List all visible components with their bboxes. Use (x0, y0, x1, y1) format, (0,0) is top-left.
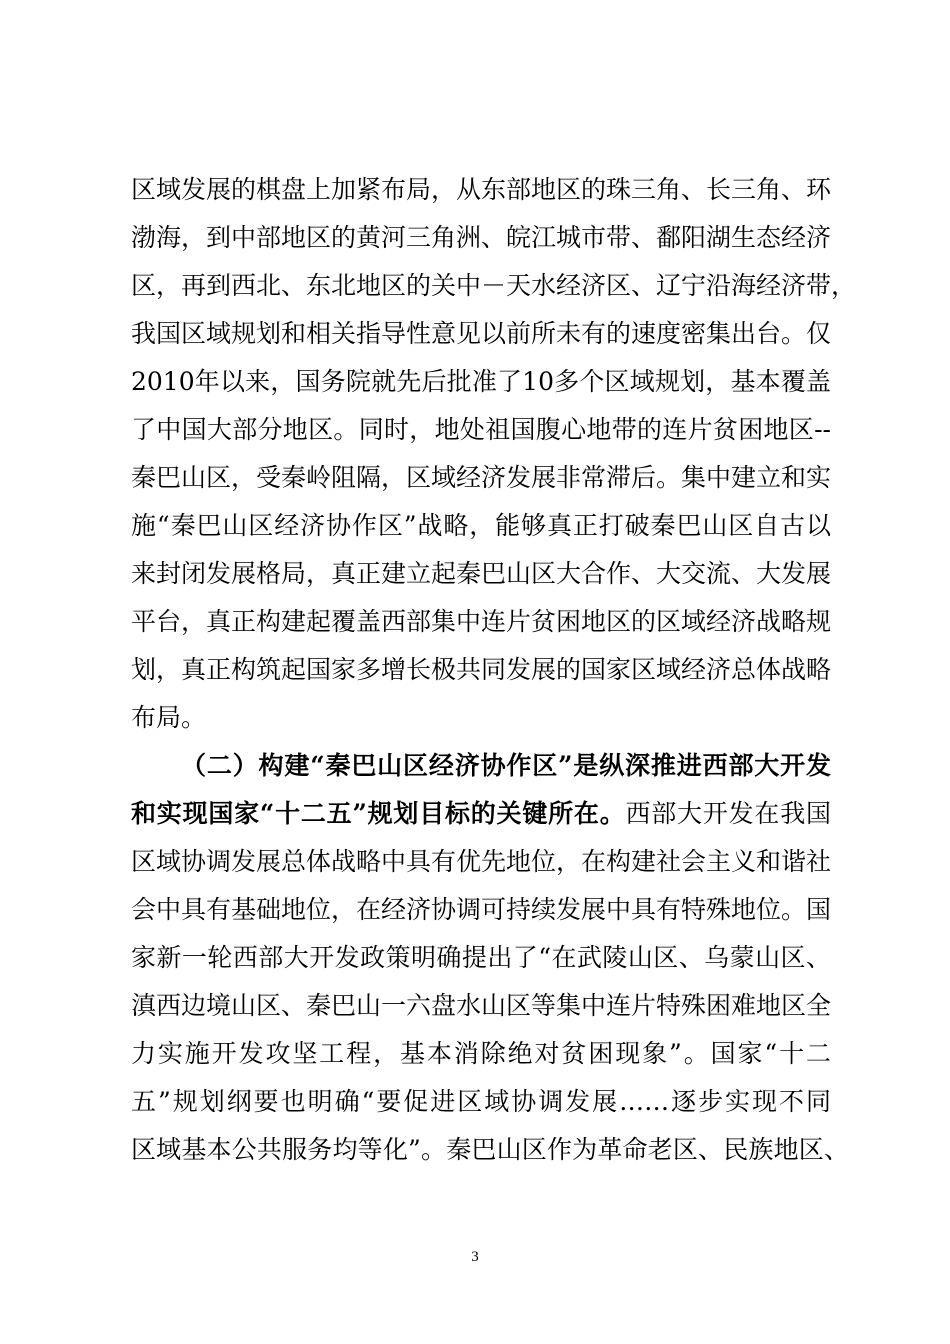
body-text-line: 2010年以来，国务院就先后批准了10多个区域规划，基本覆盖 (131, 367, 831, 396)
body-text-line: 划，真正构筑起国家多增长极共同发展的国家区域经济总体战略 (131, 655, 832, 684)
body-text-line: 区，再到西北、东北地区的关中－天水经济区、辽宁沿海经济带， (131, 271, 857, 300)
section-heading-tail: 和实现国家“十二五”规划目标的关键所在。 (131, 799, 626, 828)
body-text-line: 家新一轮西部大开发政策明确提出了“在武陵山区、乌蒙山区、 (131, 943, 831, 972)
body-text-line: 施“秦巴山区经济协作区”战略，能够真正打破秦巴山区自古以 (131, 511, 831, 540)
body-text-line: 力实施开发攻坚工程，基本消除绝对贫困现象”。国家“十二 (131, 1039, 831, 1068)
body-text-line: 渤海，到中部地区的黄河三角洲、皖江城市带、鄱阳湖生态经济 (131, 223, 832, 252)
body-text-line: 秦巴山区，受秦岭阻隔，区域经济发展非常滞后。集中建立和实 (131, 463, 832, 492)
body-text-line: 区域基本公共服务均等化”。秦巴山区作为革命老区、民族地区、 (131, 1135, 849, 1164)
body-text-line: 区域发展的棋盘上加紧布局，从东部地区的珠三角、长三角、环 (131, 175, 832, 204)
body-text-line: 滇西边境山区、秦巴山一六盘水山区等集中连片特殊困难地区全 (131, 991, 832, 1020)
body-text-line: 区域协调发展总体战略中具有优先地位，在构建社会主义和谐社 (131, 847, 832, 876)
body-text-line: 会中具有基础地位，在经济协调可持续发展中具有特殊地位。国 (131, 895, 832, 924)
body-text-line: 我国区域规划和相关指导性意见以前所未有的速度密集出台。仅 (131, 319, 832, 348)
section-body-start: 西部大开发在我国 (625, 799, 831, 828)
body-text-line: 布局。 (131, 703, 207, 732)
body-text-line: 五”规划纲要也明确“要促进区域协调发展……逐步实现不同 (131, 1087, 831, 1116)
body-text-line: 了中国大部分地区。同时，地处祖国腹心地带的连片贫困地区-- (131, 415, 831, 444)
section-heading: （二）构建“秦巴山区经济协作区”是纵深推进西部大开发 (181, 751, 831, 780)
body-text-line: 平台，真正构建起覆盖西部集中连片贫困地区的区域经济战略规 (131, 607, 832, 636)
section-heading-continuation (131, 794, 831, 834)
page-number: 3 (471, 1249, 479, 1265)
body-text-line: 来封闭发展格局，真正建立起秦巴山区大合作、大交流、大发展 (131, 559, 832, 588)
